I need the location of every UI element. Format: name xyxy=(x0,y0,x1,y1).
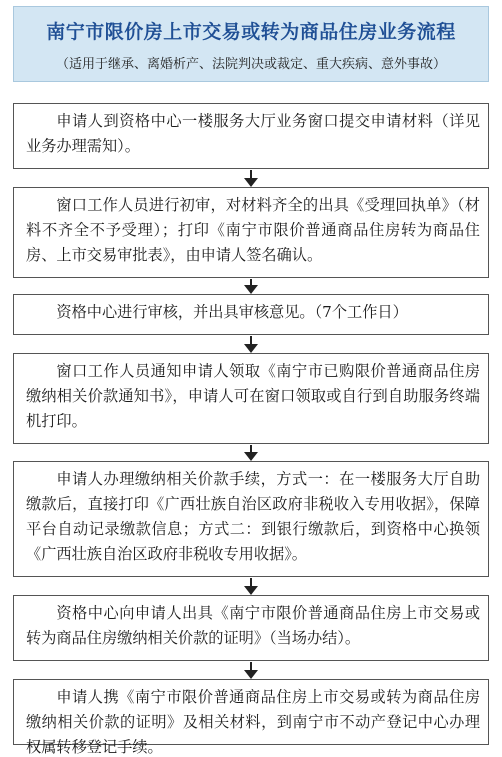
flowchart-title: 南宁市限价房上市交易或转为商品住房业务流程 xyxy=(46,21,456,43)
step-box-3: 资格中心进行审核，并出具审核意见。（7个工作日） xyxy=(13,294,489,335)
arrow-down-icon xyxy=(244,336,258,353)
step-box-7: 申请人携《南宁市限价普通商品住房上市交易或转为商品住房缴纳相关价款的证明》及相关材料，到南宁市不动产登记中心办理权属转移登记手续。 xyxy=(13,679,489,745)
arrow-down-icon xyxy=(244,445,258,461)
arrow-down-icon xyxy=(244,170,258,187)
flowchart-header xyxy=(13,6,489,82)
step-box-4: 窗口工作人员通知申请人领取《南宁市已购限价普通商品住房缴纳相关价款通知书》，申请人可在窗口领取或自行到自助服务终端机打印。 xyxy=(13,353,489,444)
step-box-5: 申请人办理缴纳相关价款手续，方式一：在一楼服务大厅自助缴款后，直接打印《广西壮族自治区政府非税收入专用收据》，保障平台自动记录缴款信息；方式二：到银行缴款后，到资格中心换领《广西壮族自治区政府非税收专用收据》。 xyxy=(13,461,489,577)
step-box-2: 窗口工作人员进行初审，对材料齐全的出具《受理回执单》（材料不齐全不予受理）；打印《南宁市限价普通商品住房转为商品住房、上市交易审批表》，由申请人签名确认。 xyxy=(13,187,489,278)
arrow-down-icon xyxy=(244,279,258,294)
step-box-1: 申请人到资格中心一楼服务大厅业务窗口提交申请材料（详见业务办理需知）。 xyxy=(13,103,489,169)
arrow-down-icon xyxy=(244,578,258,595)
arrow-down-icon xyxy=(244,662,258,679)
step-box-6: 资格中心向申请人出具《南宁市限价普通商品住房上市交易或转为商品住房缴纳相关价款的证明》（当场办结）。 xyxy=(13,595,489,661)
flowchart-subtitle: （适用于继承、离婚析产、法院判决或裁定、重大疾病、意外事故） xyxy=(55,57,446,72)
